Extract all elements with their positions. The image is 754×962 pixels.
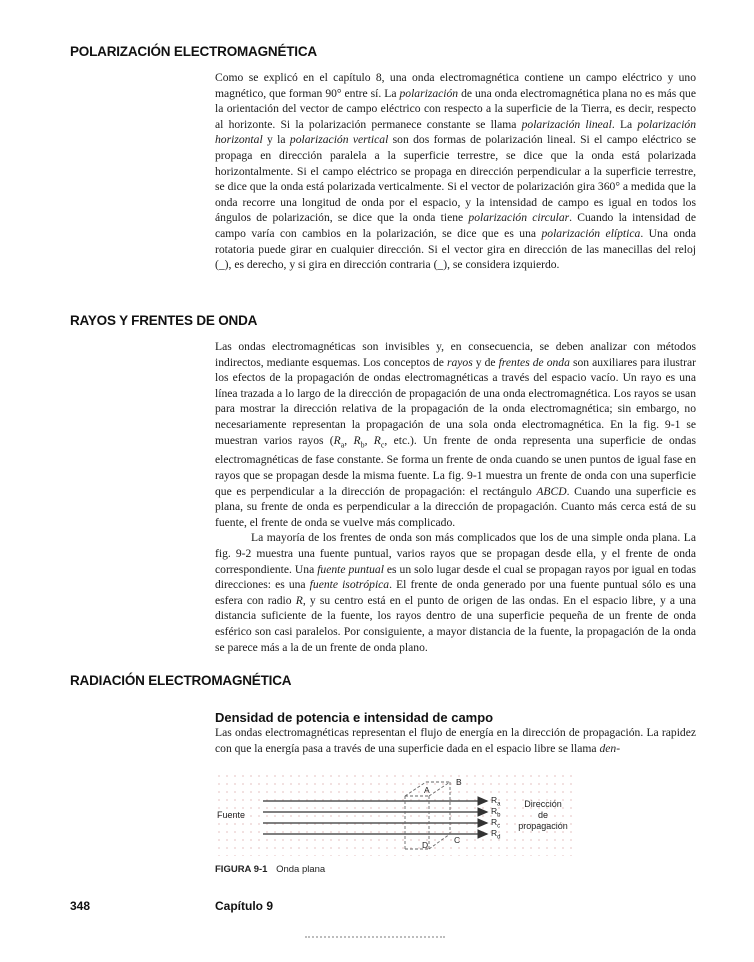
paragraph-polarizacion xyxy=(215,70,696,273)
paragraph-radiacion xyxy=(215,725,696,756)
page-number: 348 xyxy=(70,899,91,913)
caption-text: Onda plana xyxy=(276,864,326,875)
corner-label-a: A xyxy=(424,785,430,795)
caption-label: FIGURA 9-1 xyxy=(215,864,268,875)
section-heading-rayos: RAYOS Y FRENTES DE ONDA xyxy=(70,313,258,328)
paragraph-text: Como se explicó en el capítulo 8, una onda electromagnética contiene un campo eléctrico y uno magnético, que forman 90° entre sí. La polarización de una onda electromagnética plana no es más que la orientación del vector de campo eléctrico con respecto a la superficie de la Tierra, es decir, respecto al horizonte. Si la polarización permanece constante se llama polarización lineal. La polarización horizontal y la polarización vertical son dos formas de polarización lineal. Si el campo eléctrico se propaga en dirección paralela a la superficie terrestre, se dice que la onda está polarizada horizontalmente. Si el campo eléctrico se propaga en dirección perpendicular a la superficie terrestre, se dice que la onda está polarizada verticalmente. Si el vector de polarización gira 360° a medida que la onda recorre una longitud de onda por el espacio, y la intensidad de campo es igual en todos los ángulos de polarización, se dice que la onda tiene polarización circular. Cuando la intensidad de campo varía con cambios en la polarización, se dice que es una polarización elíptica. Una onda rotatoria puede girar en cualquier dirección. Si el vector gira en dirección de las manecillas del reloj (_), es derecho, y si gira en dirección contraria (_), se considera izquierdo. xyxy=(215,71,697,272)
corner-label-d: D xyxy=(422,840,429,850)
paragraph-text: Las ondas electromagnéticas son invisibles y, en consecuencia, se deben analizar con métodos indirectos, mediante esquemas. Los conceptos de rayos y de frentes de onda son auxiliares para ilustrar los efectos de la propagación de ondas electromagnéticas a través del espacio vacío. Un rayo es una línea trazada a lo largo de la dirección de propagación de una onda electromagnética. Los rayos se usan para mostrar la dirección relativa de la propagación de la onda electromagnética; sin embargo, no necesariamente representan la propagación de una sola onda electromagnética. En la fig. 9-1 se muestran varios rayos ($R_a$, $R_b$, $R_c$, etc.). Un frente de onda representa una superficie de ondas electromagnéticas de fase constante. Se forma un frente de onda cuando se unen puntos de igual fase en rayos que se propagan desde la misma fuente. La fig. 9-1 muestra un frente de onda con una superficie que es perpendicular a la dirección de propagación: el rectángulo ABCD. Cuando una superficie es plana, su frente de onda es perpendicular a la dirección de propagación. Cuanto más cerca está de su fuente, el frente de onda se vuelve más complicado. xyxy=(215,340,697,529)
direction-label: Dirección de propagación xyxy=(518,799,568,831)
paragraph-rayos xyxy=(215,339,696,655)
paragraph-text: La mayoría de los frentes de onda son más complicados que los de una simple onda plana. La fig. 9-2 muestra una fuente puntual, varios rayos que se propagan desde ella, y el frente de onda correspondiente. Una fuente puntual es un solo lugar desde el cual se propagan rayos por igual en todas direcciones: es una fuente isotrópica. El frente de onda generado por una fuente puntual sólo es una esfera con radio R, y su centro está en el punto de origen de las ondas. En el espacio libre, y a una distancia suficiente de la fuente, los rayos dentro de una superficie pequeña de un frente de onda esférico son casi paralelos. Por consiguiente, a mayor distancia de la fuente, la propagación de la onda se parece más a la de un frente de onda plano. xyxy=(215,531,696,654)
ray-label-c: $R_c$ xyxy=(491,817,501,830)
chapter-label: Capítulo 9 xyxy=(215,899,274,913)
figure-caption xyxy=(215,864,325,875)
ray-label-a: $R_a$ xyxy=(491,795,501,808)
figure-plane-wave xyxy=(215,772,575,856)
corner-label-b: B xyxy=(456,777,462,787)
subheading-densidad: Densidad de potencia e intensidad de campo xyxy=(215,710,494,725)
section-heading-radiacion: RADIACIÓN ELECTROMAGNÉTICA xyxy=(70,673,292,688)
source-label: Fuente xyxy=(217,810,246,820)
watermark-line xyxy=(305,936,445,941)
paragraph-text: Las ondas electromagnéticas representan el flujo de energía en la dirección de propagación. La rapidez con que la energía pasa a través de una superficie dada en el espacio libre se llama den- xyxy=(215,726,696,755)
section-heading-polarizacion: POLARIZACIÓN ELECTROMAGNÉTICA xyxy=(70,44,317,59)
corner-label-c: C xyxy=(454,835,461,845)
ray-label-d: $R_d$ xyxy=(491,828,501,841)
ray-label-b: $R_b$ xyxy=(491,806,501,819)
